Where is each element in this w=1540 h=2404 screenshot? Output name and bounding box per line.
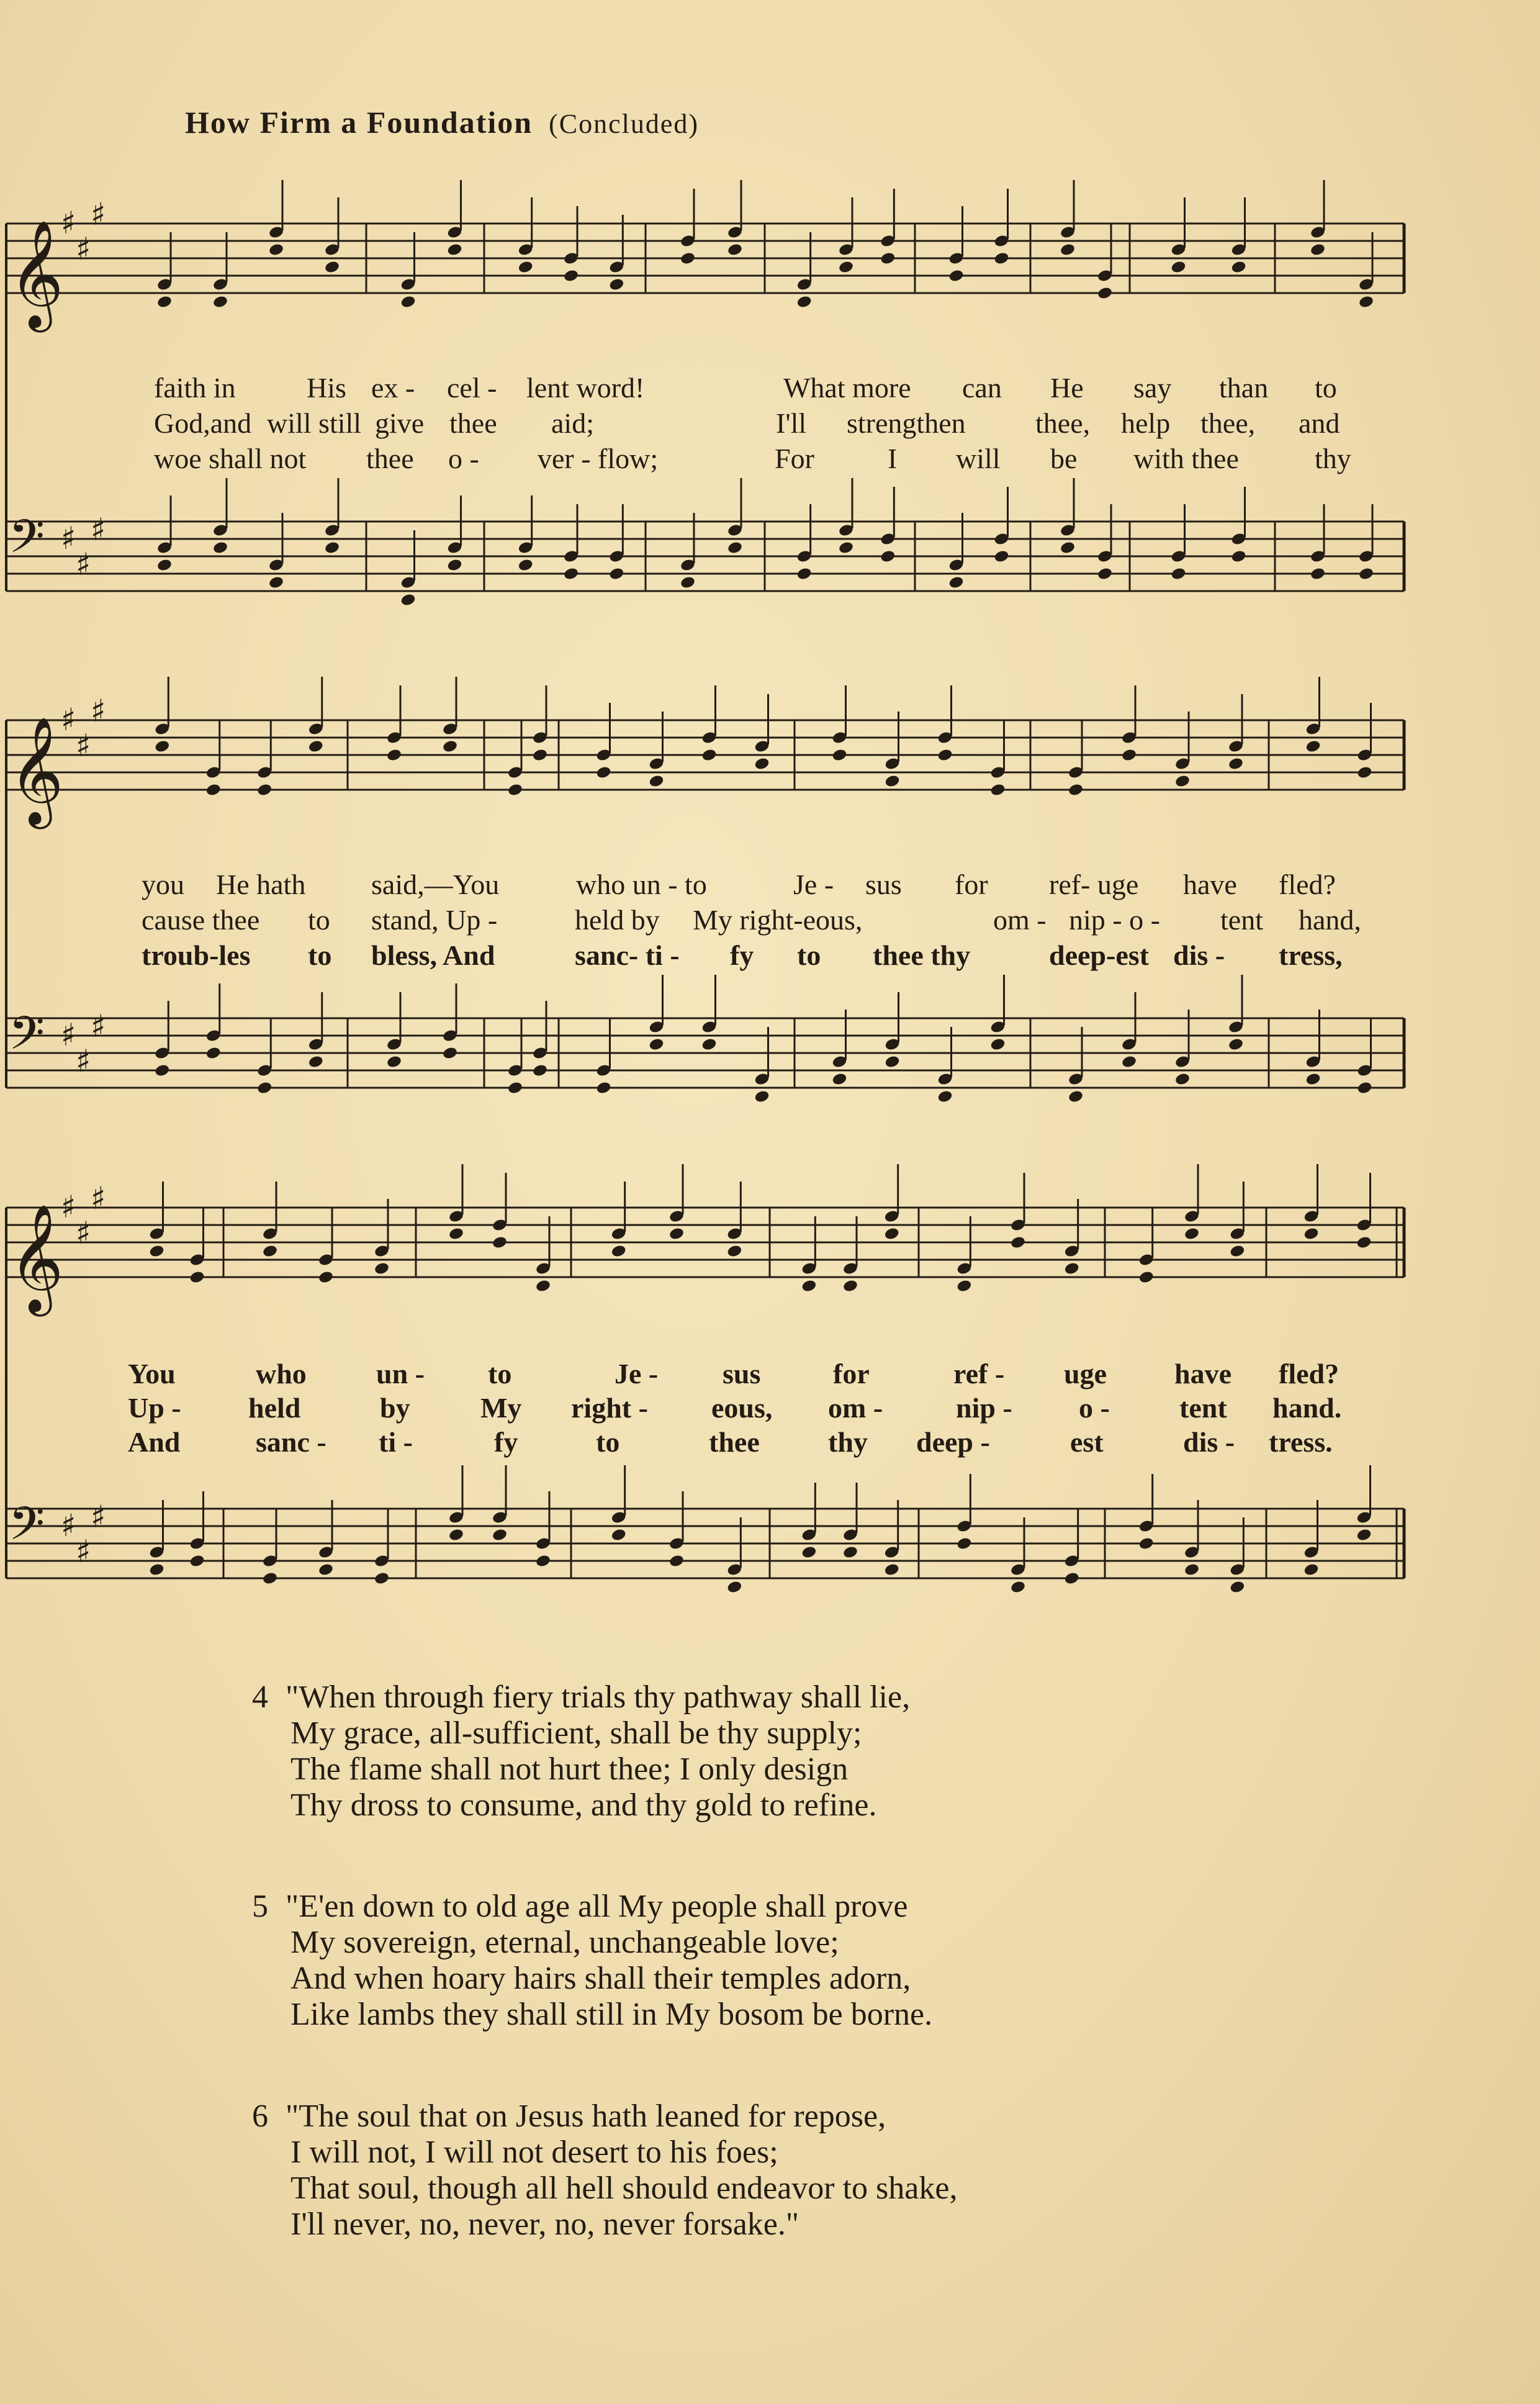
lyric-syllable: om -	[993, 904, 1047, 936]
lyric-syllable: thee	[709, 1426, 760, 1458]
sharp-sign-icon: ♯	[76, 1043, 91, 1079]
note-head	[993, 549, 1009, 564]
sharp-sign-icon: ♯	[76, 1534, 91, 1570]
note-head	[1064, 1262, 1080, 1276]
lyric-syllable: help	[1121, 407, 1171, 439]
lyric-syllable: be	[1050, 443, 1078, 474]
stanza-line: My grace, all-sufficient, shall be thy supply;	[290, 1715, 862, 1751]
lyric-syllable: stand, Up -	[371, 904, 498, 936]
stanza-number: 6	[252, 2099, 268, 2134]
note-head	[1097, 286, 1113, 300]
note-head	[989, 783, 1006, 797]
note-head	[1310, 567, 1326, 581]
note-head	[1356, 1236, 1372, 1250]
lyric-syllable: thee,	[1035, 407, 1091, 439]
sharp-sign-icon: ♯	[76, 728, 91, 764]
note-head	[1138, 1537, 1155, 1551]
note-head	[492, 1236, 508, 1250]
note-head	[318, 1563, 334, 1577]
lyric-syllable: to	[596, 1426, 620, 1458]
note-head	[796, 295, 813, 309]
bass-clef-icon: 𝄢	[9, 1497, 45, 1562]
note-head	[324, 541, 340, 555]
note-head	[937, 748, 953, 762]
note-head	[727, 541, 743, 555]
lyric-syllable: You	[128, 1358, 176, 1390]
note-head	[611, 1244, 627, 1258]
lyric-syllable: woe shall not	[154, 443, 307, 474]
stanza-number: 4	[252, 1679, 268, 1715]
note-head	[611, 1528, 627, 1542]
lyric-syllable: thy	[1315, 443, 1351, 474]
note-head	[1303, 1227, 1319, 1241]
note-head	[532, 748, 548, 762]
lyric-syllable: o -	[448, 443, 479, 474]
note-head	[608, 278, 624, 292]
note-head	[154, 739, 170, 754]
note-head	[1068, 1090, 1084, 1104]
note-head	[518, 558, 534, 572]
lyric-syllable: ref- uge	[1049, 869, 1139, 900]
note-head	[1097, 567, 1113, 581]
lyric-syllable: ver - flow;	[538, 443, 659, 474]
lyric-syllable: ref -	[953, 1358, 1005, 1390]
note-head	[669, 1554, 685, 1568]
lyric-syllable: to	[488, 1358, 512, 1390]
stanza-number: 5	[252, 1889, 268, 1924]
sharp-sign-icon: ♯	[61, 702, 76, 738]
lyric-syllable: o -	[1079, 1392, 1110, 1424]
treble-clef-icon: 𝄞	[9, 220, 64, 328]
lyric-syllable: deep -	[916, 1426, 990, 1458]
note-head	[608, 567, 624, 581]
note-head	[1184, 1563, 1200, 1577]
sharp-sign-icon: ♯	[61, 520, 76, 556]
sharp-sign-icon: ♯	[91, 693, 106, 729]
lyric-syllable: sus	[723, 1358, 761, 1390]
lyric-syllable: say	[1133, 372, 1172, 404]
lyric-syllable: have	[1174, 1358, 1232, 1390]
note-head	[1010, 1580, 1026, 1594]
stanza-line: That soul, though all hell should endeavor to shake,	[290, 2171, 958, 2206]
note-head	[801, 1279, 817, 1293]
lyric-syllable: thee,	[1200, 407, 1256, 439]
note-head	[1170, 567, 1186, 581]
lyric-syllable: for	[833, 1358, 870, 1390]
lyric-syllable: tress.	[1269, 1426, 1333, 1458]
note-head	[838, 541, 854, 555]
lyric-syllable: have	[1183, 869, 1237, 900]
lyric-syllable: hand,	[1299, 904, 1361, 936]
note-head	[1010, 1236, 1026, 1250]
note-head	[801, 1545, 817, 1560]
note-head	[308, 739, 324, 754]
stanza-line: "The soul that on Jesus hath leaned for repose,	[286, 2099, 886, 2134]
note-head	[386, 748, 402, 762]
lyric-syllable: om -	[828, 1392, 883, 1424]
lyric-syllable: said,—You	[371, 869, 500, 900]
note-head	[726, 1580, 742, 1594]
note-head	[680, 576, 696, 590]
note-head	[442, 739, 458, 754]
lyric-syllable: thee	[449, 407, 497, 439]
note-head	[1310, 243, 1326, 257]
note-head	[256, 783, 272, 797]
note-head	[754, 757, 770, 771]
lyric-syllable: fled?	[1279, 1358, 1340, 1390]
stanza-line: And when hoary hairs shall their temples adorn,	[290, 1961, 911, 1996]
lyric-syllable: aid;	[551, 407, 594, 439]
note-head	[205, 783, 222, 797]
lyric-syllable: thy	[828, 1426, 868, 1458]
bass-clef-icon: 𝄢	[9, 1006, 45, 1072]
lyric-syllable: you	[142, 869, 184, 900]
note-head	[446, 243, 462, 257]
sharp-sign-icon: ♯	[91, 1180, 106, 1216]
sharp-sign-icon: ♯	[91, 512, 106, 548]
stanza-4	[254, 1679, 910, 1823]
note-head	[148, 1563, 164, 1577]
lyric-syllable: who	[256, 1358, 307, 1390]
note-head	[701, 1037, 717, 1052]
sharp-sign-icon: ♯	[91, 196, 106, 232]
lyric-syllable: who un - to	[576, 869, 707, 900]
sharp-sign-icon: ♯	[61, 1189, 76, 1225]
note-head	[1121, 1055, 1137, 1069]
note-head	[1358, 295, 1374, 309]
lyric-syllable: to	[797, 939, 821, 971]
stanza-5	[254, 1889, 932, 2033]
note-head	[507, 1081, 523, 1095]
note-head	[318, 1270, 334, 1285]
sharp-sign-icon: ♯	[61, 1017, 76, 1053]
lyric-syllable: Up -	[128, 1392, 181, 1424]
lyric-syllable: Je -	[615, 1358, 659, 1390]
note-head	[1230, 260, 1246, 274]
note-head	[374, 1571, 390, 1586]
lyric-syllable: His	[307, 372, 346, 404]
note-head	[400, 593, 416, 607]
note-head	[880, 549, 896, 564]
lyric-syllable: fy	[494, 1426, 518, 1458]
lyric-syllable: tent	[1220, 904, 1263, 936]
lyric-syllable: nip - o -	[1069, 904, 1160, 936]
note-head	[1305, 739, 1321, 754]
note-head	[1356, 1528, 1372, 1542]
note-head	[212, 541, 228, 555]
note-head	[535, 1279, 551, 1293]
note-head	[884, 774, 900, 789]
treble-clef-icon: 𝄞	[9, 1204, 64, 1312]
lyric-syllable: ex -	[371, 372, 415, 404]
lyric-syllable: He hath	[216, 869, 306, 900]
note-head	[156, 295, 173, 309]
note-head	[262, 1244, 278, 1258]
note-head	[956, 1537, 972, 1551]
note-head	[648, 1037, 664, 1052]
note-head	[1305, 1072, 1321, 1087]
note-head	[442, 1046, 458, 1060]
note-head	[842, 1279, 858, 1293]
note-head	[1138, 1270, 1155, 1285]
lyric-syllable: held	[248, 1392, 301, 1424]
note-head	[492, 1528, 508, 1542]
lyric-syllable: can	[962, 372, 1002, 404]
note-head	[1356, 1081, 1372, 1095]
note-head	[669, 1227, 685, 1241]
lyric-syllable: un -	[376, 1358, 425, 1390]
lyric-syllable: uge	[1064, 1358, 1107, 1390]
note-head	[308, 1055, 324, 1069]
lyric-syllable: thee thy	[873, 939, 971, 971]
note-head	[1184, 1227, 1200, 1241]
note-head	[1064, 1571, 1080, 1586]
note-head	[148, 1244, 164, 1258]
lyric-syllable: will	[956, 443, 1001, 474]
note-head	[831, 748, 847, 762]
lyric-syllable: cause thee	[142, 904, 260, 936]
lyric-syllable: I'll	[776, 407, 807, 439]
lyric-syllable: will still	[267, 407, 362, 439]
lyric-syllable: strengthen	[847, 407, 966, 439]
sharp-sign-icon: ♯	[76, 546, 91, 582]
lyric-syllable: right -	[571, 1392, 648, 1424]
note-head	[1174, 774, 1191, 789]
note-head	[726, 1244, 742, 1258]
lyric-syllable: bless, And	[371, 939, 495, 971]
sharp-sign-icon: ♯	[91, 1008, 106, 1044]
note-head	[701, 748, 717, 762]
note-head	[993, 251, 1009, 266]
note-head	[796, 567, 813, 581]
lyric-syllable: lent word!	[526, 372, 645, 404]
note-head	[507, 783, 523, 797]
lyric-syllable: faith in	[154, 372, 236, 404]
note-head	[563, 269, 579, 283]
hymn-title	[185, 104, 699, 140]
note-head	[727, 243, 743, 257]
lyric-syllable: tress,	[1279, 939, 1343, 971]
note-head	[212, 295, 228, 309]
note-head	[1170, 260, 1186, 274]
note-head	[268, 243, 284, 257]
note-head	[884, 1227, 900, 1241]
title-subtitle: (Concluded)	[549, 109, 700, 139]
lyric-syllable: thee	[366, 443, 414, 474]
stanza-line: Like lambs they shall still in My bosom be borne.	[290, 1997, 933, 2032]
note-head	[956, 1279, 972, 1293]
lyric-syllable: by	[380, 1392, 410, 1424]
note-head	[948, 269, 964, 283]
note-head	[448, 1528, 464, 1542]
stanza-line: Thy dross to consume, and thy gold to refine.	[290, 1787, 877, 1823]
note-head	[595, 1081, 611, 1095]
lyric-syllable: And	[128, 1426, 181, 1458]
note-head	[205, 1046, 222, 1060]
note-head	[1060, 243, 1076, 257]
note-head	[838, 260, 854, 274]
note-head	[880, 251, 896, 266]
lyric-syllable: dis -	[1183, 1426, 1235, 1458]
lyric-syllable: sanc -	[256, 1426, 326, 1458]
lyric-syllable: to	[308, 939, 332, 971]
lyric-syllable: than	[1219, 372, 1269, 404]
note-head	[884, 1055, 900, 1069]
stanza-line: "E'en down to old age all My people shall prove	[286, 1889, 908, 1924]
note-head	[754, 1090, 770, 1104]
lyric-syllable: For	[775, 443, 814, 474]
stanza-line: My sovereign, eternal, unchangeable love;	[290, 1925, 839, 1960]
title-text: How Firm a Foundation	[185, 105, 533, 140]
note-head	[648, 774, 664, 789]
lyric-syllable: cel -	[447, 372, 497, 404]
note-head	[518, 260, 534, 274]
note-head	[256, 1081, 272, 1095]
lyric-syllable: What more	[783, 372, 911, 404]
note-head	[937, 1090, 953, 1104]
note-head	[1230, 549, 1246, 564]
lyric-syllable: and	[1299, 407, 1340, 439]
note-head	[1228, 1037, 1244, 1052]
sharp-sign-icon: ♯	[76, 1215, 91, 1251]
lyric-syllable: dis -	[1173, 939, 1225, 971]
stanza-line: "When through fiery trials thy pathway shall lie,	[286, 1679, 911, 1715]
lyric-syllable: held by	[575, 904, 660, 936]
lyric-syllable: hand.	[1272, 1392, 1342, 1424]
note-head	[1121, 748, 1137, 762]
lyric-syllable: for	[955, 869, 988, 900]
note-head	[189, 1554, 205, 1568]
note-head	[400, 295, 416, 309]
lyric-syllable: give	[375, 407, 425, 439]
lyric-syllable: troub-les	[142, 939, 251, 971]
lyric-syllable: My right-eous,	[693, 904, 863, 936]
lyric-syllable: eous,	[711, 1392, 773, 1424]
note-head	[156, 558, 173, 572]
note-head	[446, 558, 462, 572]
note-head	[386, 1055, 402, 1069]
note-head	[1229, 1580, 1245, 1594]
note-head	[842, 1545, 858, 1560]
lyric-syllable: with thee	[1133, 443, 1239, 474]
lyric-syllable: nip -	[956, 1392, 1012, 1424]
lyric-syllable: to	[1315, 372, 1337, 404]
note-head	[680, 251, 696, 266]
note-head	[1358, 567, 1374, 581]
lyric-syllable: tent	[1179, 1392, 1227, 1424]
lyric-syllable: He	[1050, 372, 1084, 404]
note-head	[374, 1262, 390, 1276]
note-head	[1229, 1244, 1245, 1258]
note-head	[1060, 541, 1076, 555]
note-head	[1068, 783, 1084, 797]
stanza-line: I'll never, no, never, no, never forsake."	[290, 2207, 799, 2242]
note-head	[989, 1037, 1006, 1052]
stanza-6	[254, 2099, 957, 2243]
note-head	[563, 567, 579, 581]
note-head	[448, 1227, 464, 1241]
stanza-line: The flame shall not hurt thee; I only design	[290, 1751, 849, 1787]
note-head	[532, 1064, 548, 1078]
note-head	[324, 260, 340, 274]
note-head	[831, 1072, 847, 1087]
sharp-sign-icon: ♯	[76, 231, 91, 267]
lyric-syllable: sanc- ti -	[575, 939, 680, 971]
note-head	[535, 1554, 551, 1568]
note-head	[268, 576, 284, 590]
treble-clef-icon: 𝄞	[9, 716, 64, 825]
lyric-syllable: sus	[865, 869, 902, 900]
lyric-syllable: fled?	[1279, 869, 1336, 900]
sharp-sign-icon: ♯	[91, 1499, 106, 1535]
stanza-line: I will not, I will not desert to his foes;	[290, 2135, 778, 2170]
lyric-syllable: God,and	[154, 407, 252, 439]
note-head	[154, 1064, 170, 1078]
lyric-syllable: deep-est	[1049, 939, 1149, 971]
bass-clef-icon: 𝄢	[9, 510, 45, 575]
note-head	[1228, 757, 1244, 771]
lyric-syllable: ti -	[379, 1426, 413, 1458]
lyric-syllable: to	[308, 904, 330, 936]
note-head	[948, 576, 964, 590]
lyric-syllable: Je -	[793, 869, 834, 900]
sharp-sign-icon: ♯	[61, 1507, 76, 1543]
lyric-syllable: fy	[730, 939, 754, 971]
note-head	[1174, 1072, 1191, 1087]
note-head	[595, 766, 611, 780]
lyric-syllable: I	[888, 443, 898, 474]
note-head	[189, 1270, 205, 1285]
lyric-syllable: My	[480, 1392, 522, 1424]
lyric-syllable: est	[1070, 1426, 1104, 1458]
note-head	[1303, 1563, 1319, 1577]
note-head	[1356, 766, 1372, 780]
sharp-sign-icon: ♯	[61, 205, 76, 241]
note-head	[884, 1563, 900, 1577]
note-head	[262, 1571, 278, 1586]
